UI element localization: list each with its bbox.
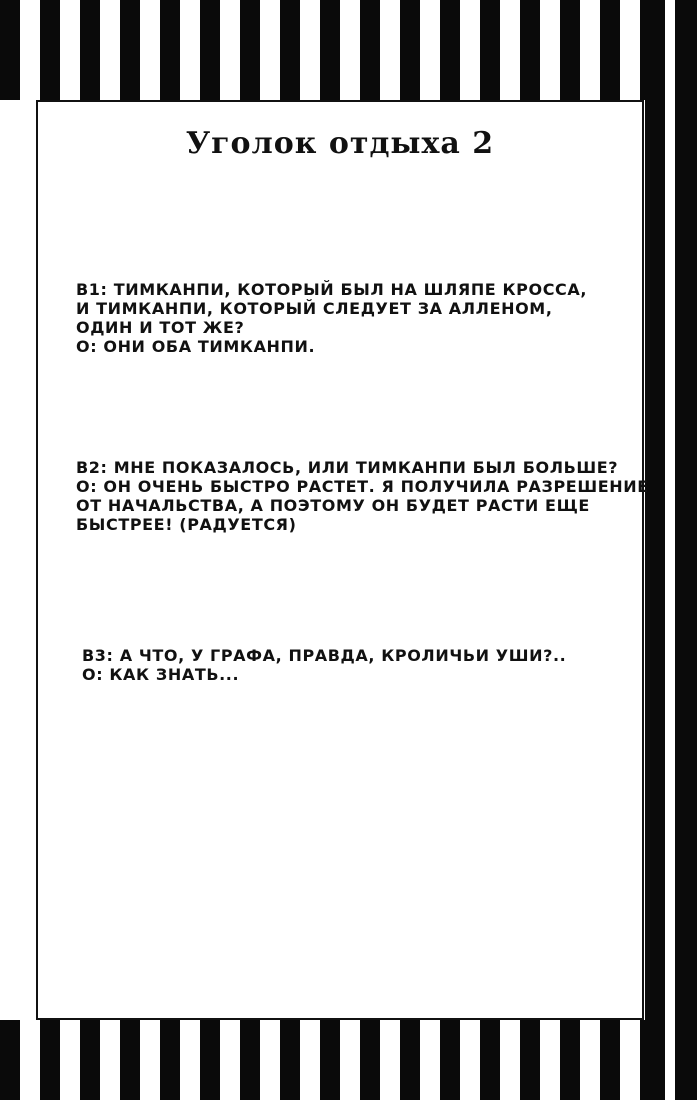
page-title: Уголок отдыха 2 bbox=[185, 126, 495, 161]
question-line: В3: А ЧТО, У ГРАФА, ПРАВДА, КРОЛИЧЬИ УШИ?.. bbox=[82, 646, 567, 665]
bottom-stripe-border bbox=[0, 1020, 697, 1100]
qa-block-2 bbox=[76, 458, 649, 534]
answer-line: О: ОНИ ОБА ТИМКАНПИ. bbox=[76, 337, 316, 356]
content-panel bbox=[36, 100, 649, 1020]
answer-line: О: КАК ЗНАТЬ... bbox=[82, 665, 240, 684]
question-line: И ТИМКАНПИ, КОТОРЫЙ СЛЕДУЕТ ЗА АЛЛЕНОМ, bbox=[76, 299, 553, 318]
qa-block-1 bbox=[76, 280, 587, 356]
question-line: ОДИН И ТОТ ЖЕ? bbox=[76, 318, 245, 337]
question-line: В2: МНЕ ПОКАЗАЛОСЬ, ИЛИ ТИМКАНПИ БЫЛ БОЛЬШЕ? bbox=[76, 458, 619, 477]
qa-block-3 bbox=[82, 646, 566, 684]
right-stripe-border bbox=[645, 0, 697, 1100]
question-line: В1: ТИМКАНПИ, КОТОРЫЙ БЫЛ НА ШЛЯПЕ КРОССА, bbox=[76, 280, 588, 299]
top-stripe-border bbox=[0, 0, 697, 100]
answer-line: БЫСТРЕЕ! (РАДУЕТСЯ) bbox=[76, 515, 297, 534]
answer-line: ОТ НАЧАЛЬСТВА, А ПОЭТОМУ ОН БУДЕТ РАСТИ ЕЩЕ bbox=[76, 496, 590, 515]
answer-line: О: ОН ОЧЕНЬ БЫСТРО РАСТЕТ. Я ПОЛУЧИЛА РАЗРЕШЕНИЕ bbox=[76, 477, 649, 496]
left-margin bbox=[0, 100, 36, 1020]
